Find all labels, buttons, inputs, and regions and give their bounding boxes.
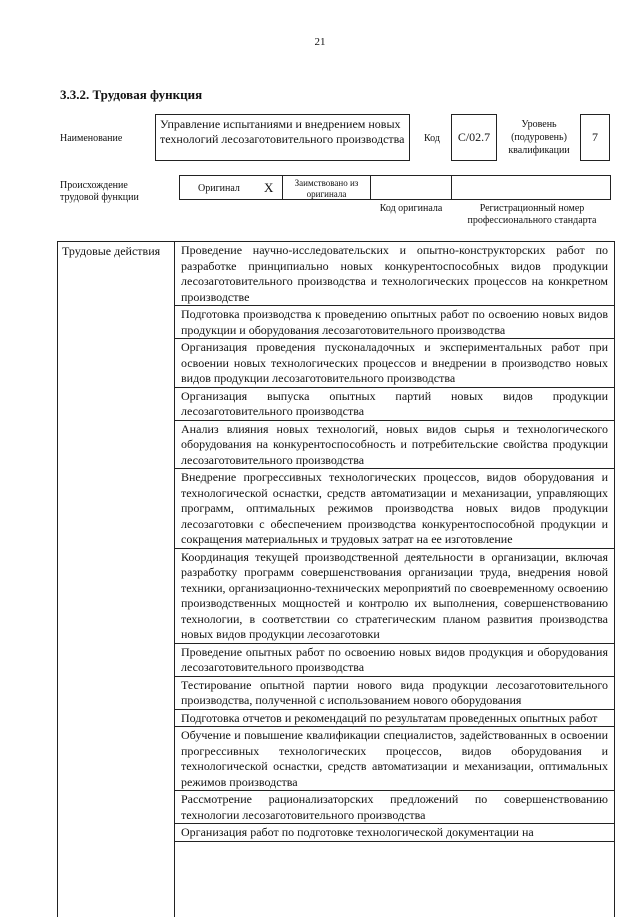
uroven-box [580,114,610,161]
borrowed-label: Заимствовано из оригинала [294,178,359,199]
function-name: Управление испытаниями и внедрением новых технологий лесозаготовительного производства [160,117,405,146]
kod-originala-label: Код оригинала [379,203,443,214]
action-row: Подготовка отчетов и рекомендаций по результатам проведенных опытных работ [175,710,614,728]
action-row: Организация проведения пусконаладочных и экспериментальных работ при освоении новых технологических процессов и внедрении в производство новых видов продукции лесозаготовительного производства [175,339,614,388]
action-row: Организация выпуска опытных партий новых видов продукции лесозаготовительного производства [175,388,614,421]
original-mark: X [264,180,274,195]
borrowed-cell [282,175,371,200]
actions-list [175,242,614,842]
section-heading: 3.3.2. Трудовая функция [60,87,203,102]
function-name-box [155,114,410,161]
origin-label: Происхождение трудовой функции [60,180,139,203]
labor-actions-table [57,241,615,917]
kod-box [451,114,497,161]
action-row: Проведение научно-исследовательских и опытно-конструкторских работ по разработке принципиально новых конкурентоспособных видов продукции лесозаготовительного производства и технологических процессов на конкретном производстве [175,242,614,306]
kod-label: Код [424,133,440,144]
action-row: Организация работ по подготовке технологической документации на [175,824,614,842]
kod-originala-cell [370,175,452,200]
reg-number-label: Регистрационный номер профессионального стандарта [467,203,597,226]
action-row: Обучение и повышение квалификации специалистов, задействованных в освоении прогрессивных технологических процессов, видов оборудования и технологической оснастки, средств автоматизации и механизации, оптимальных режимов производства [175,727,614,791]
reg-number-cell [451,175,611,200]
action-row: Подготовка производства к проведению опытных работ по освоению новых видов продукции и оборудования лесозаготовительного производства [175,306,614,339]
action-row: Проведение опытных работ по освоению новых видов продукция и оборудования лесозаготовительного производства [175,644,614,677]
uroven-label: Уровень (подуровень) квалификации [508,119,570,156]
naimenovanie-label: Наименование [60,133,123,144]
action-row: Тестирование опытной партии нового вида продукции лесозаготовительного производства, полученной с использованием нового оборудования [175,677,614,710]
action-row: Координация текущей производственной деятельности в организации, включая разработку программ совершенствования организации труда, внедрения новой техники, организационно-технических мероприятий по своевременному освоению производственных мощностей и контролю их выполнения, совершенствованию технологии, в соответствии со стратегическим планом развития производства новых видов продукции лесозаготовки [175,549,614,644]
uroven-value: 7 [592,130,598,144]
action-row: Внедрение прогрессивных технологических процессов, видов оборудования и технологической оснастки, средств автоматизации и механизации, управляющих программ, оптимальных режимов производства новых видов продукции лесозаготовки с обеспечением производства конкурентоспособной продукции и сокращения материальных и трудовых затрат на ее изготовление [175,469,614,549]
action-row: Рассмотрение рационализаторских предложений по совершенствованию технологии лесозаготовительного производства [175,791,614,824]
action-row: Анализ влияния новых технологий, новых видов сырья и технологического оборудования на конкурентоспособность и потребительские свойства продукции лесозаготовительного производства [175,421,614,470]
page-number: 21 [314,36,326,48]
original-label: Оригинал [198,183,240,194]
original-cell [179,175,283,200]
kod-value: C/02.7 [457,130,491,144]
actions-label: Трудовые действия [58,242,175,917]
